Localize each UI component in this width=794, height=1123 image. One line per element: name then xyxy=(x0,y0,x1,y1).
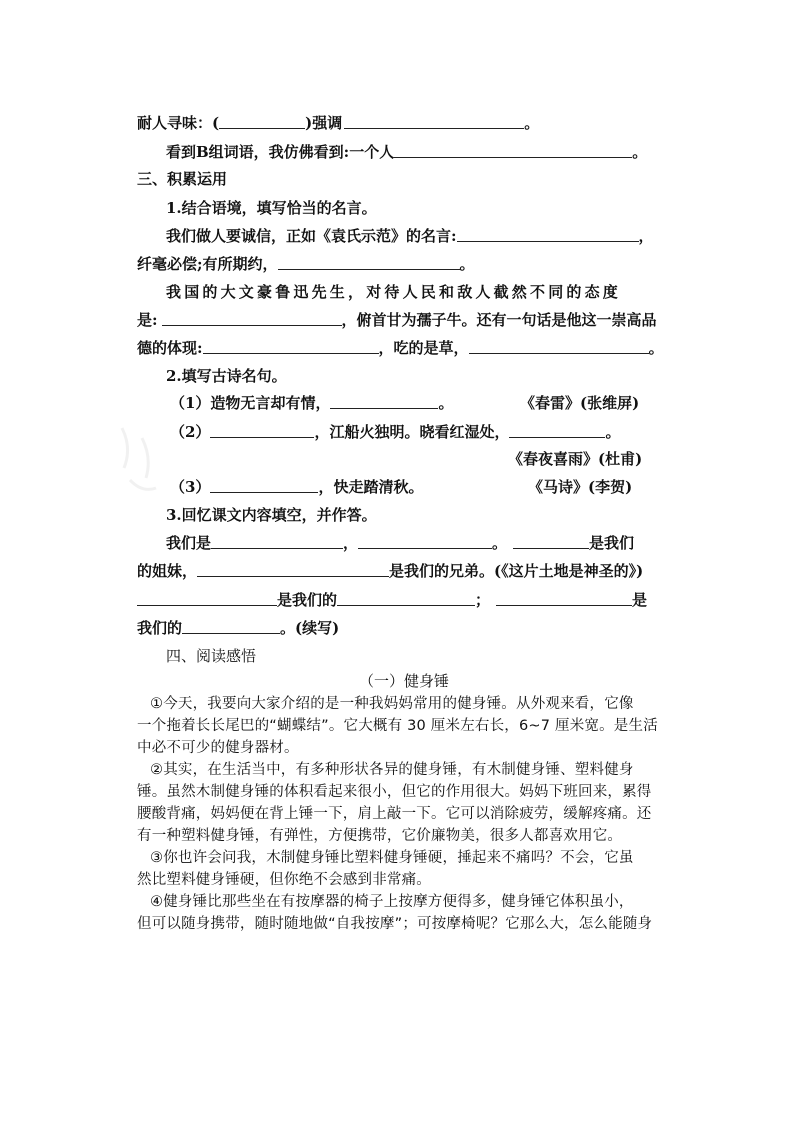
label-text: 。 xyxy=(605,423,621,441)
label-text: 是 xyxy=(632,591,648,609)
blank-field[interactable] xyxy=(211,533,343,549)
label-text: 。 xyxy=(438,394,454,412)
passage-line: 腰酸背痛，妈妈便在背上锤一下，肩上敲一下。它可以消除疲劳，缓解疼痛。还 xyxy=(137,806,652,822)
passage-line: ④健身锤比那些坐在有按摩器的椅子上按摩方便得多，健身锤它体积虽小， xyxy=(150,894,634,910)
blank-field[interactable] xyxy=(509,422,605,438)
passage-line: 但可以随身携带，随时随地做“自我按摩”；可按摩椅呢？它那么大，怎么能随身 xyxy=(137,916,653,932)
label-text: 耐人寻味：( xyxy=(137,114,220,132)
blank-field[interactable] xyxy=(278,254,460,270)
label-text: )强调 xyxy=(305,114,343,132)
poem-source: 《春夜喜雨》(杜甫) xyxy=(508,450,643,468)
poem-source: 《马诗》(李贺) xyxy=(528,478,633,496)
label-text: 看到B组词语，我仿佛看到:一个人 xyxy=(166,143,395,161)
blank-field[interactable] xyxy=(337,590,475,606)
label-text: （2） xyxy=(170,423,211,441)
fill-line-2 xyxy=(137,561,643,581)
blank-field[interactable] xyxy=(344,113,524,129)
quote-line-4 xyxy=(137,310,657,330)
passage-line: 然比塑料健身锤硬，但你绝不会感到非常痛。 xyxy=(137,872,431,888)
question-2: 2.填写古诗名句。 xyxy=(166,367,287,385)
blank-field[interactable] xyxy=(496,590,632,606)
label-text: 。 xyxy=(459,255,475,273)
label-text: ， xyxy=(343,534,359,552)
passage-title: （一）健身锤 xyxy=(359,672,450,690)
label-text: 。 xyxy=(492,534,508,552)
label-text: 我们的 xyxy=(137,619,183,637)
blank-field[interactable] xyxy=(469,338,649,354)
section-heading: 三、积累运用 xyxy=(137,170,228,188)
question-3: 3.回忆课文内容填空，并作答。 xyxy=(166,506,377,524)
poem-source: 《春雷》(张维屏) xyxy=(520,394,640,412)
label-text: ，快走踏清秋。 xyxy=(318,478,424,496)
label-text: 我们做人要诚信，正如《袁氏示范》的名言: xyxy=(166,227,457,245)
label-text: 德的体现: xyxy=(137,339,203,357)
blank-field[interactable] xyxy=(457,226,639,242)
poem-line-1 xyxy=(170,393,453,413)
label-text: ，吃的是草， xyxy=(378,339,469,357)
label-text: 是: xyxy=(137,311,158,329)
blank-field[interactable] xyxy=(210,477,318,493)
passage-line: ③你也许会问我，木制健身锤比塑料健身锤硬，捶起来不痛吗？不会，它虽 xyxy=(150,850,634,866)
label-text: （3） xyxy=(170,478,211,496)
answer-line-2 xyxy=(166,142,647,162)
blank-field[interactable] xyxy=(394,142,632,158)
blank-field[interactable] xyxy=(210,422,314,438)
label-text: ，江船火独明。晓看红湿处， xyxy=(314,423,510,441)
label-text: 的姐妹， xyxy=(137,562,198,580)
label-text: 是我们的兄弟。(《这片土地是神圣的》) xyxy=(389,562,644,580)
passage-line: 有一种塑料健身锤，有弹性，方便携带，它价廉物美，很多人都喜欢用它。 xyxy=(137,828,623,844)
label-text: ， xyxy=(638,227,654,245)
label-text: 纤毫必偿;有所期约， xyxy=(137,255,278,273)
label-text: 。 xyxy=(524,114,540,132)
passage-line: 一个拖着长长尾巴的“蝴蝶结”。它大概有 30 厘米左右长，6~7 厘米宽。是生活 xyxy=(137,718,658,734)
label-text: 是我们 xyxy=(589,534,635,552)
label-text: 。 xyxy=(648,339,664,357)
fill-line-1 xyxy=(166,533,634,553)
blank-field[interactable] xyxy=(330,393,438,409)
poem-line-3 xyxy=(170,477,423,497)
label-text: ； xyxy=(475,591,491,609)
label-text: （1）造物无言却有情， xyxy=(170,394,331,412)
poem-line-2 xyxy=(170,422,620,442)
question-1: 1.结合语境，填写恰当的名言。 xyxy=(166,199,377,217)
label-text: 。(续写) xyxy=(280,619,340,637)
passage-line: ①今天，我要向大家介绍的是一种我妈妈常用的健身锤。从外观来看，它像 xyxy=(150,696,634,712)
label-text: 。 xyxy=(632,143,648,161)
blank-field[interactable] xyxy=(197,561,389,577)
passage-line: ②其实，在生活当中，有多种形状各异的健身锤，有木制健身锤、塑料健身 xyxy=(150,762,634,778)
blank-field[interactable] xyxy=(219,113,305,129)
fill-line-3 xyxy=(137,590,647,610)
blank-field[interactable] xyxy=(162,310,342,326)
blank-field[interactable] xyxy=(513,533,589,549)
quote-line-2 xyxy=(137,254,475,274)
label-text: 是我们的 xyxy=(277,591,338,609)
quote-line-1 xyxy=(166,226,654,246)
blank-field[interactable] xyxy=(203,338,379,354)
passage-line: 中必不可少的健身器材。 xyxy=(137,740,299,756)
blank-field[interactable] xyxy=(182,618,280,634)
quote-line-5 xyxy=(137,338,664,358)
label-text: 我们是 xyxy=(166,534,212,552)
watermark-mark xyxy=(112,418,172,508)
blank-field[interactable] xyxy=(358,533,492,549)
quote-line-3: 我国的大文豪鲁迅先生，对待人民和敌人截然不同的态度 xyxy=(166,283,622,301)
blank-field[interactable] xyxy=(137,590,277,606)
section-heading: 四、阅读感悟 xyxy=(166,647,257,665)
label-text: ，俯首甘为孺子牛。还有一句话是他这一崇高品 xyxy=(341,311,657,329)
fill-line-4 xyxy=(137,618,339,638)
passage-line: 锤。虽然木制健身锤的体积看起来很小，但它的作用很大。妈妈下班回来，累得 xyxy=(137,784,652,800)
answer-line-1 xyxy=(137,113,539,133)
